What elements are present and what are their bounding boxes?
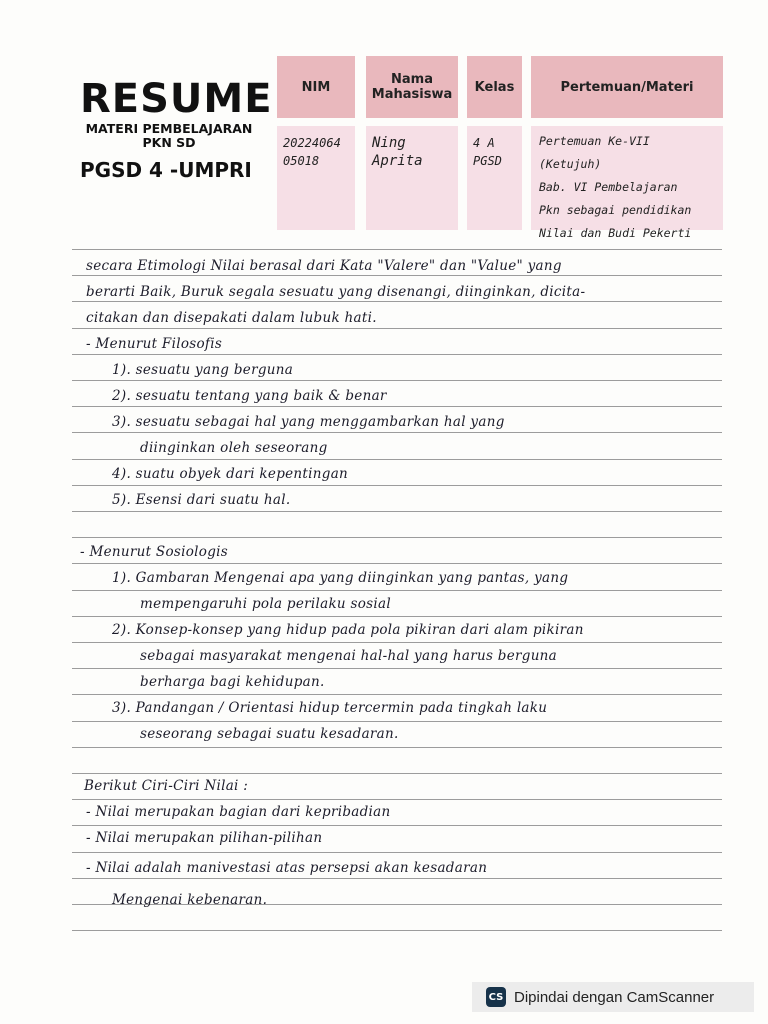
note-line: 1). Gambaran Mengenai apa yang diinginkan yang pantas, yang [112,570,569,586]
ruled-line [72,301,722,302]
col-header-nama: Nama Mahasiswa [366,56,458,118]
resume-brand [80,76,273,182]
note-line: - Nilai merupakan bagian dari kepribadian [86,804,391,820]
cell-nama-line: Ning [372,135,406,151]
note-line: 5). Esensi dari suatu hal. [112,492,291,508]
cell-nim-line: 05018 [283,154,320,168]
ruled-line [72,642,722,643]
note-line: 1). sesuatu yang berguna [112,362,294,378]
ruled-line [72,537,722,538]
cell-materi-line: Bab. VI Pembelajaran [539,180,678,194]
note-line: 3). Pandangan / Orientasi hidup tercermin pada tingkah laku [112,700,548,716]
ruled-line [72,852,722,853]
cell-kelas-line: PGSD [473,154,502,168]
resume-subtitle-1: MATERI PEMBELAJARAN [85,121,253,136]
ruled-line [72,432,722,433]
ruled-line [72,354,722,355]
ruled-line [72,825,722,826]
cell-nama [366,126,458,230]
ruled-line [72,563,722,564]
ruled-line [72,694,722,695]
ruled-line [72,275,722,276]
note-line: mempengaruhi pola perilaku sosial [140,596,391,612]
ruled-line [72,590,722,591]
note-line: - Menurut Sosiologis [80,544,229,560]
ruled-line [72,721,722,722]
note-line: seseorang sebagai suatu kesadaran. [140,726,399,742]
note-line: diinginkan oleh seseorang [140,440,328,456]
cell-kelas [467,126,522,230]
ruled-line [72,485,722,486]
note-line: berharga bagi kehidupan. [140,674,325,690]
note-line: secara Etimologi Nilai berasal dari Kata "Valere" dan "Value" yang [86,258,562,274]
camscanner-text: Dipindai dengan CamScanner [514,988,715,1006]
ruled-line [72,249,722,250]
ruled-line [72,668,722,669]
col-header-kelas: Kelas [467,56,522,118]
ruled-line [72,406,722,407]
cell-materi-line: Pkn sebagai pendidikan [539,203,692,217]
note-line: Berikut Ciri-Ciri Nilai : [84,778,249,794]
note-line: Mengenai kebenaran. [112,892,268,908]
note-line: 4). suatu obyek dari kepentingan [112,466,349,482]
ruled-line [72,616,722,617]
ruled-line [72,747,722,748]
cell-kelas-line: 4 A [473,136,495,150]
camscanner-watermark [472,982,754,1012]
note-line: 3). sesuatu sebagai hal yang menggambarkan hal yang [112,414,505,430]
resume-subtitle-3: PGSD 4 -UMPRI [80,158,252,182]
ruled-line [72,328,722,329]
ruled-line [72,459,722,460]
ruled-line [72,380,722,381]
col-header-nim: NIM [277,56,355,118]
note-line: - Nilai adalah manivestasi atas persepsi akan kesadaran [86,860,488,876]
ruled-line [72,878,722,879]
resume-title: RESUME [80,76,273,122]
note-line: 2). sesuatu tentang yang baik & benar [112,388,387,404]
col-header-materi: Pertemuan/Materi [531,56,723,118]
ruled-line [72,799,722,800]
ruled-line [72,773,722,774]
cell-materi [531,126,723,240]
note-line: citakan dan disepakati dalam lubuk hati. [86,310,377,326]
note-line: sebagai masyarakat mengenai hal-hal yang harus berguna [140,648,558,664]
cell-nama-line: Aprita [372,153,423,169]
cell-materi-line: Nilai dan Budi Pekerti [539,226,692,240]
cell-nim [277,126,355,230]
camscanner-icon: CS [486,987,506,1007]
cell-nim-line: 20224064 [283,136,341,150]
resume-subtitle-2: PKN SD [142,135,196,150]
ruled-line [72,511,722,512]
note-line: berarti Baik, Buruk segala sesuatu yang disenangi, diinginkan, dicita- [86,284,586,300]
cell-materi-line: Pertemuan Ke-VII (Ketujuh) [539,134,650,171]
note-line: - Menurut Filosofis [86,336,223,352]
ruled-line [72,930,722,931]
note-line: - Nilai merupakan pilihan-pilihan [86,830,323,846]
note-line: 2). Konsep-konsep yang hidup pada pola pikiran dari alam pikiran [112,622,584,638]
